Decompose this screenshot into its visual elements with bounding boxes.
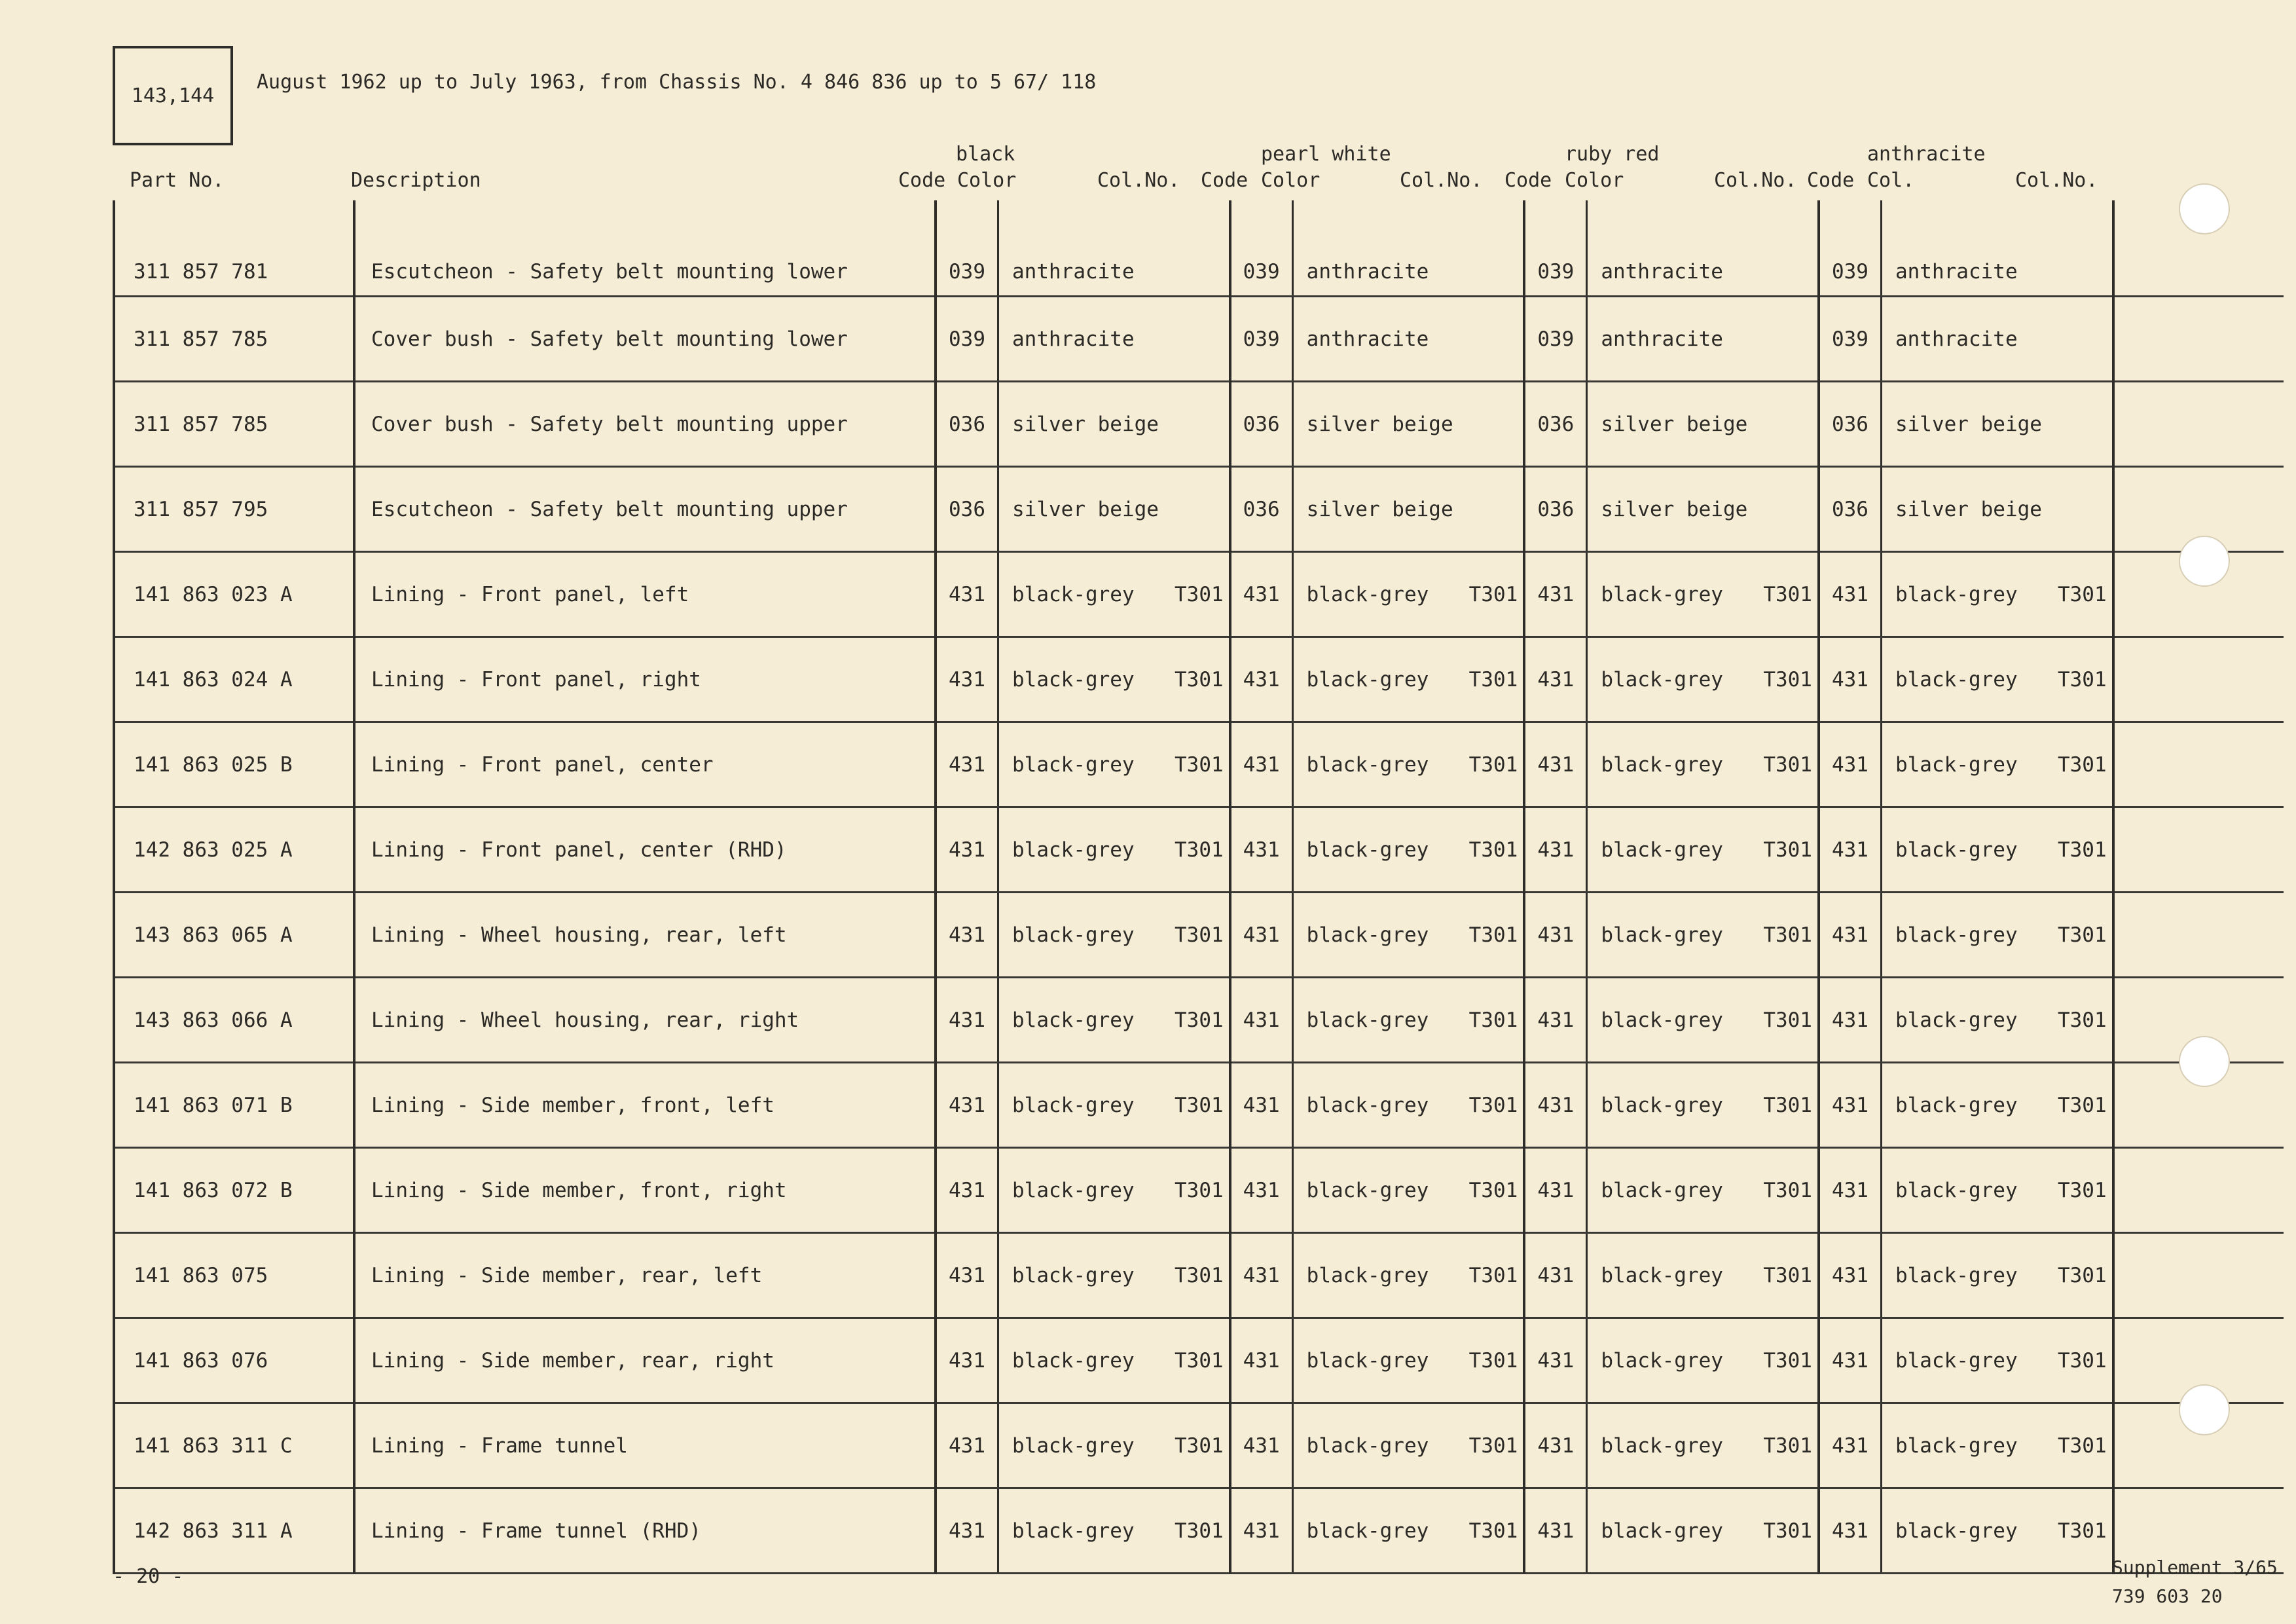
colno-cell-black: T301 (1175, 552, 1230, 637)
color-cell-black: black-grey (998, 1488, 1175, 1574)
color-cell-black: silver beige (998, 467, 1175, 552)
color-cell-black: black-grey (998, 1403, 1175, 1488)
colno-cell-black: T301 (1175, 1063, 1230, 1148)
description-cell: Lining - Front panel, center (354, 722, 936, 807)
code-cell-ruby-red: 431 (1524, 1318, 1587, 1403)
code-cell-anthracite: 036 (1819, 467, 1882, 552)
code-cell-black: 431 (936, 1403, 998, 1488)
header-description: Description (351, 169, 481, 192)
code-cell-anthracite: 431 (1819, 722, 1882, 807)
colno-cell-pearl-white: T301 (1469, 1233, 1525, 1318)
colno-cell-black: T301 (1175, 637, 1230, 722)
color-cell-ruby-red: black-grey (1587, 637, 1764, 722)
color-cell-pearl-white: black-grey (1292, 1488, 1469, 1574)
table-row (114, 1063, 2284, 1148)
code-cell-anthracite: 431 (1819, 1318, 1882, 1403)
code-cell-black: 039 (936, 297, 998, 382)
colno-cell-pearl-white: T301 (1469, 1488, 1525, 1574)
colno-cell-pearl-white: T301 (1469, 1318, 1525, 1403)
colno-cell-pearl-white: T301 (1469, 1403, 1525, 1488)
colno-cell-ruby-red: T301 (1763, 1148, 1819, 1233)
code-cell-anthracite: 431 (1819, 1233, 1882, 1318)
color-cell-black: black-grey (998, 1063, 1175, 1148)
colno-cell-anthracite: T301 (2058, 978, 2113, 1063)
description-cell: Cover bush - Safety belt mounting lower (354, 297, 936, 382)
code-cell-black: 431 (936, 893, 998, 978)
color-cell-pearl-white: black-grey (1292, 893, 1469, 978)
part-number-cell: 141 863 024 A (114, 637, 354, 722)
header-color-pearl-white: Color (1261, 169, 1321, 192)
row-margin-cell (2113, 637, 2284, 722)
color-cell-anthracite: anthracite (1881, 200, 2058, 297)
code-cell-anthracite: 036 (1819, 382, 1882, 467)
color-cell-anthracite: silver beige (1881, 382, 2058, 467)
description-cell: Lining - Side member, front, left (354, 1063, 936, 1148)
code-cell-pearl-white: 039 (1230, 200, 1293, 297)
code-cell-pearl-white: 039 (1230, 297, 1293, 382)
code-cell-pearl-white: 431 (1230, 1233, 1293, 1318)
colno-cell-anthracite: T301 (2058, 807, 2113, 893)
color-cell-anthracite: black-grey (1881, 552, 2058, 637)
code-cell-black: 431 (936, 1233, 998, 1318)
color-cell-black: black-grey (998, 1233, 1175, 1318)
table-row (114, 1233, 2284, 1318)
header-colno-black: Col.No. (1097, 169, 1180, 192)
color-cell-black: black-grey (998, 1148, 1175, 1233)
colno-cell-ruby-red: T301 (1763, 1233, 1819, 1318)
color-cell-black: anthracite (998, 297, 1175, 382)
table-row (114, 1403, 2284, 1488)
colno-cell-anthracite (2058, 382, 2113, 467)
color-cell-black: black-grey (998, 1318, 1175, 1403)
colno-cell-pearl-white (1469, 200, 1525, 297)
colno-cell-anthracite: T301 (2058, 1233, 2113, 1318)
table-row (114, 382, 2284, 467)
table-row (114, 200, 2284, 297)
code-cell-ruby-red: 039 (1524, 297, 1587, 382)
color-cell-black: black-grey (998, 978, 1175, 1063)
header-colno-ruby-red: Col.No. (1714, 169, 1797, 192)
code-cell-pearl-white: 431 (1230, 552, 1293, 637)
color-cell-anthracite: black-grey (1881, 1488, 2058, 1574)
colno-cell-pearl-white: T301 (1469, 893, 1525, 978)
table-row (114, 893, 2284, 978)
colno-cell-ruby-red: T301 (1763, 552, 1819, 637)
description-cell: Lining - Side member, rear, right (354, 1318, 936, 1403)
code-cell-black: 431 (936, 807, 998, 893)
colno-cell-pearl-white: T301 (1469, 722, 1525, 807)
color-cell-anthracite: black-grey (1881, 722, 2058, 807)
colno-cell-black: T301 (1175, 1318, 1230, 1403)
code-cell-pearl-white: 431 (1230, 807, 1293, 893)
code-cell-anthracite: 431 (1819, 552, 1882, 637)
colno-cell-anthracite: T301 (2058, 1488, 2113, 1574)
colno-cell-black: T301 (1175, 722, 1230, 807)
supplement-info (2112, 1553, 2278, 1611)
code-cell-ruby-red: 039 (1524, 200, 1587, 297)
code-cell-black: 431 (936, 552, 998, 637)
colno-cell-ruby-red (1763, 467, 1819, 552)
colno-cell-pearl-white: T301 (1469, 637, 1525, 722)
table-row (114, 722, 2284, 807)
code-cell-black: 431 (936, 637, 998, 722)
colno-cell-anthracite: T301 (2058, 1063, 2113, 1148)
color-cell-anthracite: black-grey (1881, 807, 2058, 893)
code-cell-pearl-white: 036 (1230, 382, 1293, 467)
color-cell-pearl-white: silver beige (1292, 382, 1469, 467)
colno-cell-black: T301 (1175, 1403, 1230, 1488)
code-cell-pearl-white: 431 (1230, 1318, 1293, 1403)
variant-name-pearl-white: pearl white (1261, 143, 1391, 166)
part-number-cell: 141 863 311 C (114, 1403, 354, 1488)
color-cell-pearl-white: black-grey (1292, 722, 1469, 807)
description-cell: Lining - Front panel, left (354, 552, 936, 637)
code-cell-pearl-white: 431 (1230, 637, 1293, 722)
code-cell-pearl-white: 431 (1230, 893, 1293, 978)
color-cell-black: black-grey (998, 637, 1175, 722)
code-cell-ruby-red: 431 (1524, 1403, 1587, 1488)
code-cell-black: 431 (936, 1063, 998, 1148)
colno-cell-pearl-white: T301 (1469, 1063, 1525, 1148)
code-cell-anthracite: 431 (1819, 637, 1882, 722)
code-cell-anthracite: 431 (1819, 1488, 1882, 1574)
description-cell: Lining - Front panel, right (354, 637, 936, 722)
colno-cell-black: T301 (1175, 1233, 1230, 1318)
table-row (114, 1148, 2284, 1233)
colno-cell-pearl-white: T301 (1469, 552, 1525, 637)
document-number: 739 603 20 (2112, 1585, 2223, 1607)
colno-cell-anthracite: T301 (2058, 893, 2113, 978)
colno-cell-anthracite: T301 (2058, 1148, 2113, 1233)
code-cell-ruby-red: 431 (1524, 978, 1587, 1063)
code-cell-black: 036 (936, 382, 998, 467)
part-number-cell: 141 863 076 (114, 1318, 354, 1403)
code-cell-black: 036 (936, 467, 998, 552)
color-cell-anthracite: black-grey (1881, 978, 2058, 1063)
code-cell-ruby-red: 431 (1524, 1488, 1587, 1574)
header-code-ruby-red: Code (1504, 169, 1552, 192)
description-cell: Lining - Side member, rear, left (354, 1233, 936, 1318)
color-cell-black: anthracite (998, 200, 1175, 297)
color-cell-ruby-red: black-grey (1587, 1063, 1764, 1148)
colno-cell-pearl-white: T301 (1469, 978, 1525, 1063)
code-cell-ruby-red: 431 (1524, 552, 1587, 637)
colno-cell-ruby-red (1763, 382, 1819, 467)
part-number-cell: 141 863 071 B (114, 1063, 354, 1148)
part-number-cell: 141 863 025 B (114, 722, 354, 807)
row-margin-cell (2113, 382, 2284, 467)
colno-cell-anthracite: T301 (2058, 637, 2113, 722)
code-cell-anthracite: 039 (1819, 200, 1882, 297)
code-cell-black: 431 (936, 978, 998, 1063)
color-cell-anthracite: black-grey (1881, 1063, 2058, 1148)
color-cell-ruby-red: black-grey (1587, 1488, 1764, 1574)
code-cell-pearl-white: 431 (1230, 978, 1293, 1063)
code-cell-black: 039 (936, 200, 998, 297)
colno-cell-ruby-red (1763, 200, 1819, 297)
code-cell-anthracite: 431 (1819, 978, 1882, 1063)
colno-cell-anthracite: T301 (2058, 552, 2113, 637)
code-cell-pearl-white: 431 (1230, 1148, 1293, 1233)
part-number-cell: 142 863 025 A (114, 807, 354, 893)
color-cell-pearl-white: black-grey (1292, 637, 1469, 722)
colno-cell-ruby-red: T301 (1763, 722, 1819, 807)
color-cell-pearl-white: black-grey (1292, 1148, 1469, 1233)
colno-cell-anthracite: T301 (2058, 1403, 2113, 1488)
supplement-label: Supplement 3/65 (2112, 1557, 2278, 1578)
row-margin-cell (2113, 1233, 2284, 1318)
table-row (114, 807, 2284, 893)
colno-cell-black (1175, 200, 1230, 297)
code-cell-anthracite: 431 (1819, 807, 1882, 893)
table-row (114, 467, 2284, 552)
table-row (114, 1318, 2284, 1403)
code-cell-black: 431 (936, 1488, 998, 1574)
code-cell-anthracite: 431 (1819, 1148, 1882, 1233)
color-cell-ruby-red: silver beige (1587, 467, 1764, 552)
punch-hole (2179, 536, 2230, 587)
header-part-no: Part No. (130, 169, 225, 192)
code-cell-ruby-red: 431 (1524, 893, 1587, 978)
description-cell: Escutcheon - Safety belt mounting lower (354, 200, 936, 297)
color-cell-pearl-white: black-grey (1292, 978, 1469, 1063)
punch-hole (2179, 183, 2230, 234)
description-cell: Lining - Wheel housing, rear, left (354, 893, 936, 978)
colno-cell-ruby-red: T301 (1763, 807, 1819, 893)
code-cell-ruby-red: 431 (1524, 637, 1587, 722)
row-margin-cell (2113, 893, 2284, 978)
code-cell-anthracite: 431 (1819, 893, 1882, 978)
color-cell-pearl-white: black-grey (1292, 1063, 1469, 1148)
code-cell-anthracite: 431 (1819, 1063, 1882, 1148)
colno-cell-pearl-white: T301 (1469, 807, 1525, 893)
color-cell-black: black-grey (998, 807, 1175, 893)
color-cell-ruby-red: silver beige (1587, 382, 1764, 467)
colno-cell-pearl-white: T301 (1469, 1148, 1525, 1233)
colno-cell-ruby-red (1763, 297, 1819, 382)
table-row (114, 552, 2284, 637)
description-cell: Lining - Wheel housing, rear, right (354, 978, 936, 1063)
code-cell-anthracite: 431 (1819, 1403, 1882, 1488)
color-cell-black: black-grey (998, 552, 1175, 637)
colno-cell-ruby-red: T301 (1763, 1063, 1819, 1148)
color-cell-ruby-red: black-grey (1587, 1233, 1764, 1318)
color-cell-black: black-grey (998, 722, 1175, 807)
model-number-box (113, 46, 233, 145)
part-number-cell: 142 863 311 A (114, 1488, 354, 1574)
row-margin-cell (2113, 807, 2284, 893)
color-cell-pearl-white: black-grey (1292, 1233, 1469, 1318)
colno-cell-black: T301 (1175, 978, 1230, 1063)
color-cell-ruby-red: black-grey (1587, 1148, 1764, 1233)
color-cell-pearl-white: black-grey (1292, 552, 1469, 637)
variant-name-anthracite: anthracite (1867, 143, 1986, 166)
page-number: - 20 - (113, 1565, 184, 1588)
variant-name-ruby-red: ruby red (1565, 143, 1660, 166)
color-cell-ruby-red: black-grey (1587, 1318, 1764, 1403)
color-cell-ruby-red: black-grey (1587, 552, 1764, 637)
description-cell: Lining - Frame tunnel (RHD) (354, 1488, 936, 1574)
color-cell-anthracite: black-grey (1881, 1148, 2058, 1233)
part-number-cell: 141 863 023 A (114, 552, 354, 637)
part-number-cell: 311 857 785 (114, 382, 354, 467)
colno-cell-ruby-red: T301 (1763, 893, 1819, 978)
color-cell-anthracite: black-grey (1881, 893, 2058, 978)
description-cell: Lining - Side member, front, right (354, 1148, 936, 1233)
code-cell-ruby-red: 431 (1524, 1063, 1587, 1148)
header-color-anthracite: Col. (1867, 169, 1915, 192)
punch-hole (2179, 1384, 2230, 1435)
color-cell-anthracite: black-grey (1881, 637, 2058, 722)
header-code-anthracite: Code (1807, 169, 1855, 192)
code-cell-pearl-white: 431 (1230, 722, 1293, 807)
color-cell-pearl-white: anthracite (1292, 200, 1469, 297)
colno-cell-ruby-red: T301 (1763, 1318, 1819, 1403)
colno-cell-black (1175, 467, 1230, 552)
row-margin-cell (2113, 1148, 2284, 1233)
colno-cell-pearl-white (1469, 297, 1525, 382)
production-period: August 1962 up to July 1963, from Chassis No. 4 846 836 up to 5 67/ 118 (257, 71, 1097, 94)
code-cell-black: 431 (936, 1148, 998, 1233)
part-number-cell: 143 863 065 A (114, 893, 354, 978)
description-cell: Lining - Frame tunnel (354, 1403, 936, 1488)
color-cell-black: silver beige (998, 382, 1175, 467)
row-margin-cell (2113, 722, 2284, 807)
colno-cell-black (1175, 382, 1230, 467)
part-number-cell: 141 863 075 (114, 1233, 354, 1318)
part-number-cell: 141 863 072 B (114, 1148, 354, 1233)
code-cell-black: 431 (936, 1318, 998, 1403)
part-number-cell: 143 863 066 A (114, 978, 354, 1063)
colno-cell-anthracite (2058, 297, 2113, 382)
code-cell-ruby-red: 431 (1524, 807, 1587, 893)
colno-cell-black: T301 (1175, 807, 1230, 893)
code-cell-anthracite: 039 (1819, 297, 1882, 382)
code-cell-pearl-white: 431 (1230, 1063, 1293, 1148)
color-cell-ruby-red: black-grey (1587, 1403, 1764, 1488)
color-cell-pearl-white: silver beige (1292, 467, 1469, 552)
colno-cell-pearl-white (1469, 382, 1525, 467)
color-cell-pearl-white: black-grey (1292, 1403, 1469, 1488)
code-cell-ruby-red: 431 (1524, 1233, 1587, 1318)
table-row (114, 637, 2284, 722)
color-cell-ruby-red: anthracite (1587, 200, 1764, 297)
variant-name-black: black (956, 143, 1015, 166)
table-row (114, 1488, 2284, 1574)
part-number-cell: 311 857 781 (114, 200, 354, 297)
row-margin-cell (2113, 297, 2284, 382)
color-cell-anthracite: black-grey (1881, 1233, 2058, 1318)
color-cell-ruby-red: black-grey (1587, 978, 1764, 1063)
colno-cell-black (1175, 297, 1230, 382)
code-cell-ruby-red: 431 (1524, 722, 1587, 807)
description-cell: Escutcheon - Safety belt mounting upper (354, 467, 936, 552)
color-cell-ruby-red: black-grey (1587, 893, 1764, 978)
color-cell-black: black-grey (998, 893, 1175, 978)
color-cell-ruby-red: anthracite (1587, 297, 1764, 382)
color-cell-ruby-red: black-grey (1587, 807, 1764, 893)
colno-cell-anthracite: T301 (2058, 722, 2113, 807)
description-cell: Cover bush - Safety belt mounting upper (354, 382, 936, 467)
code-cell-pearl-white: 036 (1230, 467, 1293, 552)
colno-cell-ruby-red: T301 (1763, 637, 1819, 722)
colno-cell-anthracite: T301 (2058, 1318, 2113, 1403)
color-cell-ruby-red: black-grey (1587, 722, 1764, 807)
table-row (114, 297, 2284, 382)
colno-cell-black: T301 (1175, 1148, 1230, 1233)
colno-cell-black: T301 (1175, 1488, 1230, 1574)
colno-cell-pearl-white (1469, 467, 1525, 552)
colno-cell-ruby-red: T301 (1763, 978, 1819, 1063)
colno-cell-anthracite (2058, 200, 2113, 297)
header-color-black: Color (957, 169, 1017, 192)
table-row (114, 978, 2284, 1063)
header-colno-anthracite: Col.No. (2015, 169, 2098, 192)
part-number-cell: 311 857 795 (114, 467, 354, 552)
color-cell-anthracite: silver beige (1881, 467, 2058, 552)
code-cell-ruby-red: 036 (1524, 382, 1587, 467)
header-colno-pearl-white: Col.No. (1400, 169, 1483, 192)
color-cell-anthracite: black-grey (1881, 1403, 2058, 1488)
parts-table (113, 200, 2284, 1574)
code-cell-ruby-red: 431 (1524, 1148, 1587, 1233)
header-code-black: Code (898, 169, 946, 192)
colno-cell-anthracite (2058, 467, 2113, 552)
colno-cell-ruby-red: T301 (1763, 1403, 1819, 1488)
code-cell-ruby-red: 036 (1524, 467, 1587, 552)
colno-cell-ruby-red: T301 (1763, 1488, 1819, 1574)
color-cell-anthracite: black-grey (1881, 1318, 2058, 1403)
punch-hole (2179, 1036, 2230, 1087)
model-numbers: 143,144 (131, 84, 215, 107)
code-cell-black: 431 (936, 722, 998, 807)
colno-cell-black: T301 (1175, 893, 1230, 978)
header-code-pearl-white: Code (1201, 169, 1248, 192)
color-cell-anthracite: anthracite (1881, 297, 2058, 382)
code-cell-pearl-white: 431 (1230, 1403, 1293, 1488)
code-cell-pearl-white: 431 (1230, 1488, 1293, 1574)
color-cell-pearl-white: black-grey (1292, 807, 1469, 893)
color-cell-pearl-white: anthracite (1292, 297, 1469, 382)
header-color-ruby-red: Color (1565, 169, 1624, 192)
description-cell: Lining - Front panel, center (RHD) (354, 807, 936, 893)
part-number-cell: 311 857 785 (114, 297, 354, 382)
color-cell-pearl-white: black-grey (1292, 1318, 1469, 1403)
